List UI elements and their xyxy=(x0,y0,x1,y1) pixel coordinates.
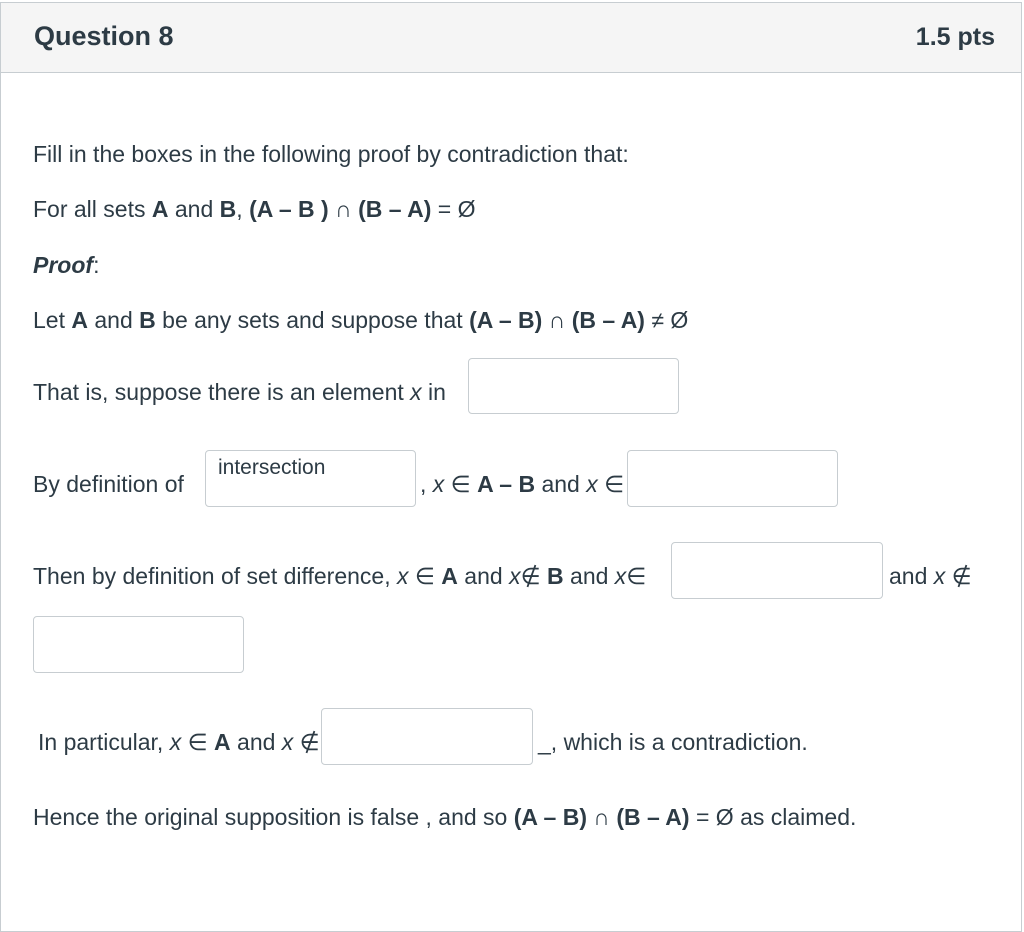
answer-box-3[interactable] xyxy=(627,450,838,507)
answer-box-1[interactable] xyxy=(468,358,679,414)
question-header xyxy=(1,3,1021,73)
proof-label: Proof: xyxy=(33,252,100,278)
by-def-text: , x ∈ A – B and x ∈ xyxy=(420,471,625,497)
that-is-text: That is, suppose there is an element x in xyxy=(33,379,446,405)
answer-box-2[interactable] xyxy=(205,450,416,507)
intro-text: Fill in the boxes in the following proof by contradiction that: xyxy=(33,141,629,167)
answer-box-4[interactable] xyxy=(671,542,883,599)
hence-text: Hence the original supposition is false , and so (A – B) ∩ (B – A) = Ø as claimed. xyxy=(33,804,857,830)
question-title: Question 8 xyxy=(34,21,174,51)
then-text: Then by definition of set difference, x ∈ A and x∉ B and x∈ xyxy=(33,563,647,589)
suppose-text: Let A and B be any sets and suppose that (A – B) ∩ (B – A) ≠ Ø xyxy=(33,307,689,333)
by-def-label: By definition of xyxy=(33,471,184,497)
answer-box-6[interactable] xyxy=(321,708,533,765)
then-tail-text: and x ∉ xyxy=(889,563,972,589)
answer-box-5[interactable] xyxy=(33,616,244,673)
contradiction-text: _, which is a contradiction. xyxy=(538,729,808,755)
particular-text: In particular, x ∈ A and x ∉ xyxy=(38,729,320,755)
question-points: 1.5 pts xyxy=(915,23,995,51)
statement-text: For all sets A and B, (A – B ) ∩ (B – A) = Ø xyxy=(33,196,476,222)
